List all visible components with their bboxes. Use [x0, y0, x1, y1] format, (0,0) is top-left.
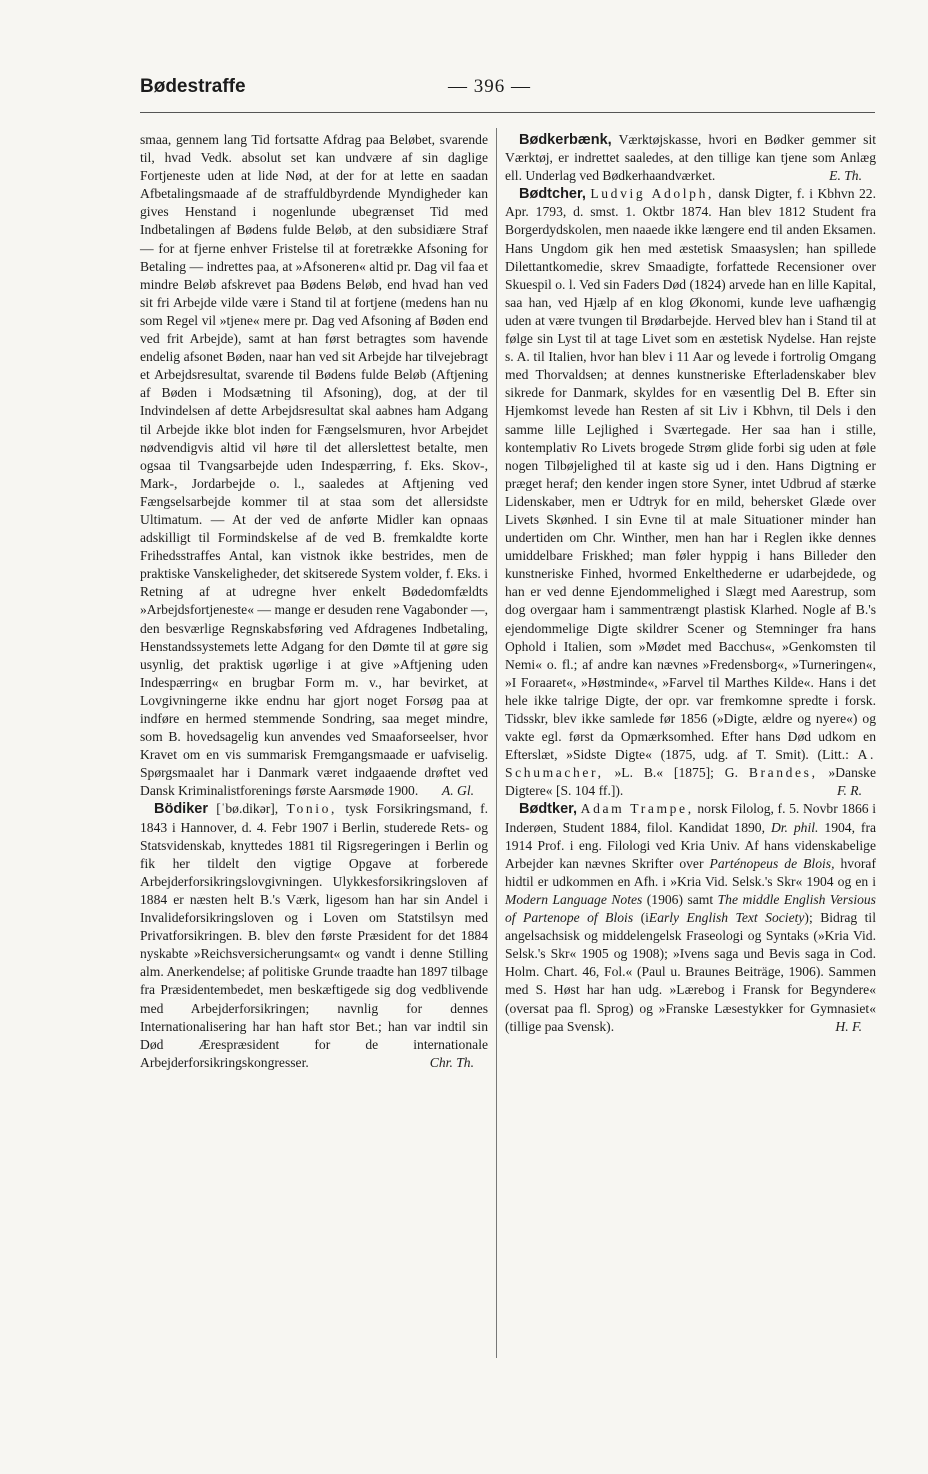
pronunciation: [ˈbø.dikər],: [216, 801, 279, 817]
article-text: (i: [640, 910, 649, 926]
person-name: Adam Trampe,: [580, 801, 694, 817]
person-name: Tonio,: [286, 801, 338, 817]
author-signature: E. Th.: [829, 168, 862, 184]
article-bodtker: [505, 800, 876, 1035]
article-text: norsk Filolog, f. 5. Novbr 1866 i Inderøen, Student 1884, filol. Kandidat 1890,: [505, 801, 876, 835]
literature-author: Brandes,: [748, 765, 818, 781]
article-text: tysk Forsikringsmand, f. 1843 i Hannover, d. 4. Febr 1907 i Berlin, studerede Rets- og Statsvidenskab, knyttedes 1881 til Rigsregeringen i Berlin og fik her tildelt den vigtige Opgave at forberede Arbejderforsikringslovgivningen. Ulykkesforsikringsloven af 1884 er næsten helt B.'s Værk, ligesom han har sin Andel i Invalideforsikringsloven og i Loven om Statstilsyn med Privatforsikringen. B. blev den første Præsident for det 1884 nyskabte »Reichsversicherungsamt« og vandt i denne Stilling alm. Anerkendelse; af politiske Grunde traadte han 1897 tilbage fra Præsidentembedet, men beskæftigede sig dog vedblivende med Arbejderforsikringen; navnlig for dennes Internationalisering har han haft stor Bet.; han var indtil sin Død Ærespræsident for de internationale Arbejderforsikringskongresser.: [140, 801, 489, 1070]
article-text: hvoraf hidtil er udkommen en Afh. i »Kria Vid. Selsk.'s Skr« 1904 og en i: [505, 855, 876, 889]
headword: Bødtcher,: [519, 186, 586, 203]
literature-author: A. Schumacher,: [505, 747, 876, 781]
article-text: smaa, gennem lang Tid fortsatte Afdrag paa Beløbet, svarende til, hvad Vedk. absolut set kan undvære af sin daglige Fortjeneste uden at lide Nød, at der for at lette en saadan Afbetalingsmaade af de straffuldbyrdende Myndigheder kan gives Henstand i nogenlunde ubegrænset Tid med Indbetalingen af Bødens fulde Beløb, at den subsidiære Straf — for at fjerne enhver Fristelse til at foretrække Afsoning for Betaling — indrettes paa, at »Afsoneren« altid pr. Dag vil faa et mindre Beløb afskrevet paa Bødens Beløb, end hvad han ved sit fri Arbejde vilde være i Stand til at fortjene (medens han nu som Regel vil »tjene« mere pr. Dag ved Afsoning af Bøden end ved frit Arbejde), samt at han først betragtes som havende endelig afsonet Bøden, naar han ved sit Arbejde har tilvejebragt et Arbejdsresultat, svarende til Bødens fulde Beløb (Aftjening af Bøden i Modsætning til Afsoning), dog, at der til Indvindelsen af dette Arbejdsresultat skal aabnes ham Adgang til Arbejde ikke blot inden for Fængselsmuren, hvor Arbejdet nødvendigvis altid vil høre til det allerslettest betalte, men ogsaa til Tvangsarbejde uden Indespærring, f. Eks. Skov-, Mark-, Jordarbejde o. l., saaledes at Aftjening ved Fængselsarbejde kommer til at staa som det allersidste Ultimatum. — At der ved de anførte Midler kan opnaas adskilligt til Formindskelse af de ved B. fremkaldte korte Frihedsstraffes Antal, kan vistnok ikke bestrides, men de praktiske Vanskeligheder, det skitserede System volder, f. Eks. i Retning af at udregne hver enkelt Bødedomfældts »Arbejdsfortjeneste« — mange er desuden rene Vagabonder —, den besværlige Regnskabsføring ved Afdragenes Indbetaling, Henstandssystemets lette Adgang for den Dømte til at gøre sig usynlig, det praktisk ugørlige i at give »Aftjening uden Indespærring« en brugbar Form m. v., har bevirket, at Lovgivningerne ikke endnu har gjort noget Forsøg paa at indføre en hermed stemmende Sondring, saa meget mindre, som B. hovedsagelig kun anvendes ved Smaaforseelser, hvor Kravet om en vis summarisk Fremgangsmaade er uafviselig. Spørgsmaalet har i Danmark været indgaaende drøftet ved Dansk Kriminalistforenings første Aarsmøde 1900.: [140, 132, 488, 799]
author-signature: F. R.: [836, 783, 862, 799]
column-divider: [496, 128, 497, 1358]
article-bodiker: [140, 800, 488, 1071]
literature-label: (Litt.:: [817, 747, 849, 763]
headword: Bødkerbænk,: [519, 132, 612, 148]
page-number: — 396 —: [448, 76, 531, 97]
author-signature: A. Gl.: [441, 783, 474, 799]
header-rule: [140, 112, 875, 113]
article-text: dansk Digter, f. i Kbhvn 22. Apr. 1793, d. smst. 1. Oktbr 1874. Han blev 1812 Student fra Borgerdydskolen, men naaede ikke længere end til anden Eksamen. Hans Ungdom gik hen med æstetisk Smaasyslen; han spillede Dilettantkomedie, skrev Smaadigte, forfattede Recensioner over Skuespil o. l. Ved sin Faders Død (1824) arvede han en lille Kapital, saa han, ved Hjælp af en klog Økonomi, kunde leve uafhængig uden at være tvungen til Brødarbejde. Herved blev han i Stand til at følge sin Lyst til at tage Livet som en æstetisk Nydelse. Han rejste s. A. til Italien, hvor han blev i 11 Aar og levede i fortrolig Omgang med Thorvaldsen; at dennes kunstneriske Efterladenskaber blev sikrede for Danmark, skyldes for en væsentlig Del B. Efter sin Hjemkomst levede han Resten af sit Liv i Kbhvn, til Dels i den samme lille Lejlighed i Sværtegade. Her saa han i stille, kontemplativ Ro Livets brogede Strøm glide forbi sig uden at føle nogen Tilbøjelighed til at kaste sig ud i den. Hans Digtning er præget heraf; den kender ingen store Syner, intet Udbrud af stærke Lidenskaber, men er Udtryk for en mild, behersket Glæde over Livets Skønhed. I sin Evne til at male Situationer minder han undertiden om Chr. Winther, men han har i Reglen ikke dennes umiddelbare Friskhed; man føler hyppig i hans Billeder den kunstneriske Finhed, hvormed Enkelthederne er udarbejdede, og han er ved denne Ejendommelighed i Slægt med Aarestrup, som dog overgaar ham i sammentrængt plastisk Klarhed. Nogle af B.'s ejendommelige Digte skildrer Scener og Stemninger fra hans Ophold i Italien, som »Mødet med Bacchus«, »Genkomsten til Nemi« o. fl.; af andre kan nævnes »Fredensborg«, »Turneringen«, »I Foraaret«, »Høstminde«, »Farvel til Marthes Kilde«. Hans i det hele ikke talrige Digte, der opr. var fremkomne spredte i forsk. Tidsskr, blev ikke samlede før 1856 (»Digte, ældre og nyere«) og vakte egl. først da Opmærksomhed. Efter hans Død udkom en Efterslæt, »Sidste Digte« (1875, udg. af T. Smit).: [505, 186, 876, 763]
author-signature: Chr. Th.: [429, 1054, 474, 1070]
article-text: (1906) samt: [646, 891, 714, 907]
literature-reference: »L. B.« [1875]; G.: [614, 765, 738, 781]
author-signature: H. F.: [835, 1018, 862, 1034]
article-text: ); Bidrag til angelsachsisk og middelengelsk Fraseologi og Syntaks (»Kria Vid. Selsk.'s Skr« 1905 og 1908); »Ivens saga und Bevis saga in Cod. Holm. Chart. 46, Fol.« (Paul u. Braunes Beiträge, 1906). Sammen med S. Høst har han udg. »Lærebog i Fransk for Begyndere« (oversat paa fl. Sprog) og »Franske Læsestykker for Gymnasiet« (tillige paa Svensk).: [505, 910, 876, 1034]
continued-article-bodestraffe: [140, 131, 488, 800]
right-column: [505, 131, 876, 1036]
page-header: [140, 76, 875, 106]
headword: Bödiker: [154, 801, 208, 818]
italic-title: Early English Text Society: [648, 910, 805, 926]
italic-title: Parténopeus de Blois,: [709, 855, 835, 871]
italic-title: The middle English Versious of Partenope of Blois: [505, 891, 876, 926]
literature-reference: »Danske Digtere« [S. 104 ff.]).: [505, 765, 876, 799]
italic-term: Dr. phil.: [770, 819, 819, 835]
article-text: Værktøjskasse, hvori en Bødker gemmer sit Værktøj, er indrettet saaledes, at den tillige kan tjene som Anlæg ell. Underlag ved Bødkerhaandværket.: [505, 132, 877, 184]
headword: Bødtker,: [519, 801, 578, 818]
article-text: 1904, fra 1914 Prof. i eng. Filologi ved Kria Univ. Af hans videnskabelige Arbejder kan nævnes Skrifter over: [505, 819, 877, 871]
italic-title: Modern Language Notes: [505, 891, 643, 907]
left-column: [140, 131, 488, 1072]
article-bodkerbaenk: [505, 131, 876, 185]
article-bodtcher: [505, 185, 876, 800]
running-head: Bødestraffe: [140, 76, 246, 97]
person-name: Ludvig Adolph,: [590, 186, 714, 202]
